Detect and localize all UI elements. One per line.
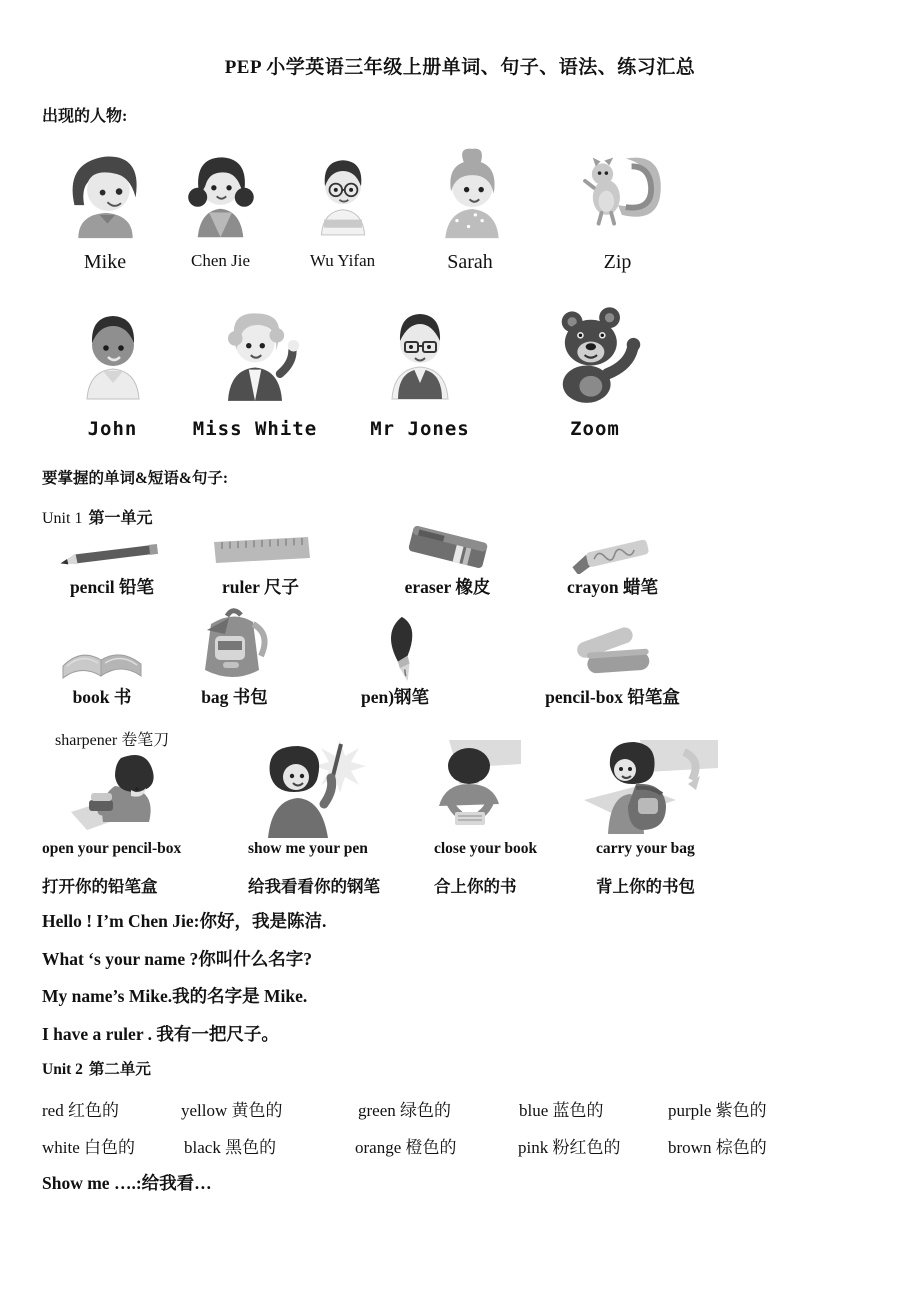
close-book-image [415, 738, 525, 843]
sentence-line: Hello ! I’m Chen Jie:你好，我是陈洁. [42, 911, 327, 931]
action-label-en: carry your bag [596, 840, 695, 857]
character-card [525, 300, 665, 440]
character-card [50, 145, 160, 274]
vocab-card [172, 602, 297, 709]
character-name: Zoom [570, 418, 620, 440]
unit2-label-cn: 第二单元 [88, 1061, 151, 1078]
vocab-card [42, 526, 182, 599]
character-card [290, 145, 395, 271]
color-word: green 绿色的 [358, 1101, 452, 1120]
character-name: John [87, 418, 138, 440]
wu-yifan-avatar [298, 145, 388, 242]
action-label-cn: 打开你的铅笔盒 [42, 877, 158, 896]
pen-image [361, 604, 429, 684]
chen-jie-avatar [173, 145, 268, 242]
unit1-heading [42, 505, 152, 528]
sharpener-label: sharpener 卷笔刀 [55, 732, 170, 749]
vocab-label: book 书 [72, 687, 132, 707]
unit1-label-en: Unit 1 [42, 510, 83, 527]
character-name: Mike [83, 251, 127, 273]
bag-image [187, 602, 282, 684]
mike-avatar [57, 145, 154, 242]
show-pen-image [252, 738, 387, 843]
vocab-card [385, 520, 510, 599]
color-word: yellow 黄色的 [181, 1101, 283, 1120]
pencil-box-image [553, 608, 673, 684]
action-label-en: show me your pen [248, 840, 368, 857]
color-word: pink 粉红色的 [518, 1138, 621, 1157]
characters-heading: 出现的人物: [42, 108, 128, 125]
sentence-line: What ‘s your name ?你叫什么名字? [42, 949, 312, 969]
page-title: PEP 小学英语三年级上册单词、句子、语法、练习汇总 [224, 57, 696, 78]
character-card [560, 145, 675, 274]
sentence-line: I have a ruler . 我有一把尺子。 [42, 1024, 279, 1044]
character-name: Sarah [447, 251, 493, 273]
vocab-card [42, 608, 162, 709]
unit2-label-en: Unit 2 [42, 1061, 83, 1078]
eraser-image [398, 520, 498, 574]
character-card [185, 300, 325, 440]
character-card [350, 300, 490, 440]
vocab-card [330, 604, 460, 709]
character-name: Miss White [192, 418, 318, 440]
color-word: purple 紫色的 [668, 1101, 767, 1120]
character-card [168, 145, 273, 271]
mr-jones-avatar [370, 300, 470, 406]
carry-bag-image [580, 738, 720, 843]
crayon-image [560, 526, 665, 574]
color-word: blue 蓝色的 [519, 1101, 604, 1120]
ruler-image [206, 526, 316, 574]
vocab-label: pencil-box 铅笔盒 [545, 687, 680, 707]
action-label-en: open your pencil-box [42, 840, 182, 857]
color-word: black 黑色的 [184, 1138, 277, 1157]
unit1-label-cn: 第一单元 [88, 510, 153, 527]
character-name: Mr Jones [370, 418, 470, 440]
vocab-card [198, 526, 323, 599]
vocab-label: bag 书包 [201, 687, 268, 707]
pencil-image [52, 526, 172, 574]
unit2-heading [42, 1057, 151, 1079]
action-label-cn: 背上你的书包 [596, 877, 695, 896]
zip-squirrel-avatar [568, 145, 668, 242]
vocab-heading: 要掌握的单词&短语&句子: [42, 470, 228, 487]
miss-white-avatar [203, 300, 307, 406]
vocab-card [545, 526, 680, 599]
vocab-label: pencil 铅笔 [69, 577, 155, 597]
color-word: white 白色的 [42, 1138, 136, 1157]
color-word: orange 橙色的 [355, 1138, 457, 1157]
character-name: Zip [603, 251, 632, 273]
character-card [415, 145, 525, 274]
action-label-en: close your book [434, 840, 538, 857]
character-name: Chen Jie [190, 251, 251, 270]
sarah-avatar [422, 145, 519, 242]
open-pencil-box-image [65, 742, 190, 844]
zoom-bear-avatar [543, 300, 647, 406]
vocab-label: eraser 橡皮 [404, 577, 491, 597]
john-avatar [63, 300, 163, 406]
vocab-label: ruler 尺子 [222, 577, 299, 597]
vocab-label: pen)钢笔 [360, 687, 430, 707]
action-label-cn: 给我看看你的钢笔 [248, 877, 380, 896]
sentence-line: My name’s Mike.我的名字是 Mike. [42, 986, 308, 1006]
color-word: red 红色的 [42, 1101, 119, 1120]
vocab-card [495, 608, 730, 709]
vocab-label: crayon 蜡笔 [567, 577, 658, 597]
book-image [55, 608, 150, 684]
action-label-cn: 合上你的书 [434, 877, 517, 896]
color-word: brown 棕色的 [668, 1138, 767, 1157]
character-name: Wu Yifan [309, 251, 376, 270]
show-me-line: Show me ….:给我看… [42, 1173, 212, 1193]
character-card [60, 300, 165, 440]
